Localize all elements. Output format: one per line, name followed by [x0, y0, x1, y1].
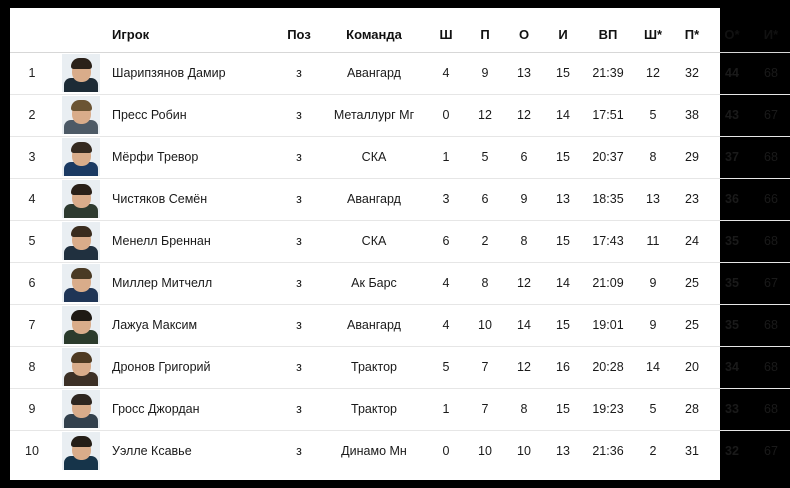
column-header-vp[interactable]: ВП: [582, 8, 634, 52]
avatar-hair: [71, 394, 92, 405]
avatar-hair: [71, 436, 92, 447]
cell-pos: з: [296, 444, 302, 458]
cell-photo: [54, 220, 108, 262]
cell-sh-star: 9: [634, 262, 672, 304]
avatar-hair: [71, 58, 92, 69]
cell-sh: 4: [426, 304, 466, 346]
avatar-hair: [71, 142, 92, 153]
cell-p-star: 31: [685, 444, 699, 458]
table-row[interactable]: [10, 220, 790, 262]
cell-rank: 4: [10, 178, 54, 220]
cell-p: 10: [478, 444, 492, 458]
column-header-i-star[interactable]: И*: [752, 8, 790, 52]
cell-rank: 10: [25, 444, 39, 458]
cell-sh: 1: [426, 388, 466, 430]
cell-o: 13: [504, 52, 544, 94]
cell-sh: 4: [426, 262, 466, 304]
cell-i-star: 68: [752, 304, 790, 346]
cell-vp: 18:35: [582, 178, 634, 220]
cell-player: Миллер Митчелл: [108, 262, 276, 304]
cell-photo: [54, 430, 108, 472]
cell-i: 14: [544, 94, 582, 136]
cell-rank: 2: [10, 94, 54, 136]
cell-o-star: 44: [712, 52, 752, 94]
cell-photo: [54, 262, 108, 304]
cell-vp: 21:09: [582, 262, 634, 304]
cell-i: 13: [544, 178, 582, 220]
cell-rank: 6: [10, 262, 54, 304]
avatar-hair: [71, 184, 92, 195]
cell-rank: 1: [10, 52, 54, 94]
avatar-hair: [71, 268, 92, 279]
cell-sh: 3: [426, 178, 466, 220]
cell-vp: 20:28: [582, 346, 634, 388]
cell-i: 15: [544, 136, 582, 178]
cell-player: Мёрфи Тревор: [108, 136, 276, 178]
cell-vp: 20:37: [582, 136, 634, 178]
cell-p: 8: [466, 262, 504, 304]
cell-i: 15: [544, 388, 582, 430]
cell-sh: 0: [442, 444, 450, 458]
cell-player: Лажуа Максим: [108, 304, 276, 346]
cell-o: 8: [504, 388, 544, 430]
avatar-hair: [71, 100, 92, 111]
column-header-photo: [54, 8, 108, 52]
cell-pos: з: [276, 304, 322, 346]
cell-sh-star: 5: [634, 388, 672, 430]
player-avatar: [62, 96, 100, 134]
cell-o-star: 35: [712, 304, 752, 346]
cell-photo: [54, 94, 108, 136]
cell-photo: [54, 388, 108, 430]
cell-sh-star: 8: [634, 136, 672, 178]
player-avatar: [62, 348, 100, 386]
cell-pos: з: [276, 136, 322, 178]
cell-o-star: 37: [712, 136, 752, 178]
cell-p-star: 23: [672, 178, 712, 220]
table-row[interactable]: [10, 304, 790, 346]
cell-p-star: 38: [672, 94, 712, 136]
cell-team: Металлург Мг: [322, 94, 426, 136]
column-header-team[interactable]: Команда: [322, 8, 426, 52]
table-row[interactable]: [10, 52, 790, 94]
cell-player: Пресс Робин: [108, 94, 276, 136]
table-row[interactable]: [10, 178, 790, 220]
standings-sheet: [10, 8, 779, 480]
cell-i-star: 66: [752, 178, 790, 220]
cell-sh-star: 13: [634, 178, 672, 220]
cell-p: 6: [466, 178, 504, 220]
cell-o: 9: [504, 178, 544, 220]
cell-player: Менелл Бреннан: [108, 220, 276, 262]
table-row[interactable]: [10, 388, 790, 430]
player-avatar: [62, 138, 100, 176]
table-header: [10, 8, 790, 52]
cell-team: Трактор: [322, 346, 426, 388]
cell-team: Авангард: [322, 52, 426, 94]
table-row[interactable]: [10, 430, 790, 472]
cell-team: Трактор: [322, 388, 426, 430]
cell-i-star: 68: [752, 388, 790, 430]
cell-vp: 19:23: [582, 388, 634, 430]
cell-vp: 19:01: [582, 304, 634, 346]
avatar-hair: [71, 352, 92, 363]
cell-p-star: 32: [672, 52, 712, 94]
cell-sh-star: 2: [649, 444, 657, 458]
player-avatar: [62, 222, 100, 260]
column-header-pos[interactable]: Поз: [276, 8, 322, 52]
cell-player: Гросс Джордан: [108, 388, 276, 430]
cell-vp: 17:51: [582, 94, 634, 136]
column-header-i[interactable]: И: [544, 8, 582, 52]
cell-p-star: 29: [672, 136, 712, 178]
cell-o: 12: [504, 346, 544, 388]
cell-pos: з: [276, 94, 322, 136]
cell-pos: з: [276, 346, 322, 388]
cell-o-star: 36: [712, 178, 752, 220]
cell-p: 5: [466, 136, 504, 178]
cell-team: Ак Барс: [322, 262, 426, 304]
cell-pos: з: [276, 52, 322, 94]
cell-p: 2: [466, 220, 504, 262]
cell-o: 6: [504, 136, 544, 178]
cell-vp: 21:36: [592, 444, 624, 458]
table-row[interactable]: [10, 346, 790, 388]
cell-photo: [54, 52, 108, 94]
cell-i: 15: [544, 52, 582, 94]
cell-rank: 9: [10, 388, 54, 430]
cell-o-star: 33: [712, 388, 752, 430]
cell-i-star: 67: [764, 444, 778, 458]
table-row[interactable]: [10, 94, 790, 136]
table-header-row: [10, 8, 790, 52]
cell-o: 8: [504, 220, 544, 262]
cell-i: 13: [556, 444, 570, 458]
cell-sh: 4: [426, 52, 466, 94]
cell-vp: 17:43: [582, 220, 634, 262]
avatar-hair: [71, 226, 92, 237]
cell-sh-star: 11: [634, 220, 672, 262]
cell-i-star: 67: [752, 94, 790, 136]
cell-o-star: 43: [712, 94, 752, 136]
cell-sh-star: 5: [634, 94, 672, 136]
cell-i: 14: [544, 262, 582, 304]
cell-p-star: 28: [672, 388, 712, 430]
cell-team: Авангард: [322, 178, 426, 220]
cell-pos: з: [276, 262, 322, 304]
cell-pos: з: [276, 388, 322, 430]
column-header-rank[interactable]: [10, 8, 54, 52]
column-header-sh-star[interactable]: Ш*: [634, 8, 672, 52]
cell-pos: з: [276, 178, 322, 220]
cell-photo: [54, 178, 108, 220]
player-avatar: [62, 54, 100, 92]
player-avatar: [62, 432, 100, 470]
player-standings-table: [10, 8, 790, 472]
column-header-sh[interactable]: Ш: [426, 8, 466, 52]
cell-sh-star: 12: [634, 52, 672, 94]
column-header-p-star[interactable]: П*: [672, 8, 712, 52]
cell-rank: 7: [10, 304, 54, 346]
cell-o: 14: [504, 304, 544, 346]
cell-rank: 3: [10, 136, 54, 178]
cell-vp: 21:39: [582, 52, 634, 94]
table-row[interactable]: [10, 136, 790, 178]
cell-photo: [54, 136, 108, 178]
cell-i-star: 68: [752, 346, 790, 388]
cell-team: Авангард: [322, 304, 426, 346]
cell-o-star: 34: [712, 346, 752, 388]
cell-sh-star: 14: [634, 346, 672, 388]
cell-sh: 5: [426, 346, 466, 388]
cell-player: Чистяков Семён: [108, 178, 276, 220]
cell-p-star: 25: [672, 304, 712, 346]
avatar-hair: [71, 310, 92, 321]
cell-p: 7: [466, 346, 504, 388]
cell-photo: [54, 346, 108, 388]
cell-p-star: 25: [672, 262, 712, 304]
player-avatar: [62, 390, 100, 428]
cell-i-star: 68: [752, 52, 790, 94]
player-avatar: [62, 264, 100, 302]
player-avatar: [62, 180, 100, 218]
cell-player: Дронов Григорий: [108, 346, 276, 388]
table-row[interactable]: [10, 262, 790, 304]
cell-player: Уэлле Ксавье: [112, 444, 192, 458]
cell-player: Шарипзянов Дамир: [108, 52, 276, 94]
cell-sh: 0: [426, 94, 466, 136]
table-body: [10, 52, 790, 472]
cell-team: Динамо Мн: [341, 444, 407, 458]
cell-p-star: 24: [672, 220, 712, 262]
cell-o: 10: [517, 444, 531, 458]
cell-p: 9: [466, 52, 504, 94]
cell-o-star: 35: [712, 220, 752, 262]
cell-photo: [54, 304, 108, 346]
cell-i: 16: [544, 346, 582, 388]
column-header-o-star[interactable]: О*: [712, 8, 752, 52]
column-header-o[interactable]: О: [504, 8, 544, 52]
cell-rank: 8: [10, 346, 54, 388]
cell-o: 12: [504, 94, 544, 136]
cell-o-star: 35: [712, 262, 752, 304]
cell-p-star: 20: [672, 346, 712, 388]
cell-p: 7: [466, 388, 504, 430]
cell-pos: з: [276, 220, 322, 262]
cell-i: 15: [544, 220, 582, 262]
cell-sh: 6: [426, 220, 466, 262]
cell-sh: 1: [426, 136, 466, 178]
player-avatar: [62, 306, 100, 344]
cell-o-star: 32: [725, 444, 739, 458]
cell-i-star: 68: [752, 136, 790, 178]
cell-i: 15: [544, 304, 582, 346]
cell-p: 10: [466, 304, 504, 346]
cell-i-star: 67: [752, 262, 790, 304]
cell-p: 12: [466, 94, 504, 136]
cell-o: 12: [504, 262, 544, 304]
cell-i-star: 68: [752, 220, 790, 262]
cell-sh-star: 9: [634, 304, 672, 346]
column-header-p[interactable]: П: [466, 8, 504, 52]
cell-rank: 5: [10, 220, 54, 262]
cell-team: СКА: [322, 136, 426, 178]
cell-team: СКА: [322, 220, 426, 262]
column-header-player[interactable]: Игрок: [108, 8, 276, 52]
